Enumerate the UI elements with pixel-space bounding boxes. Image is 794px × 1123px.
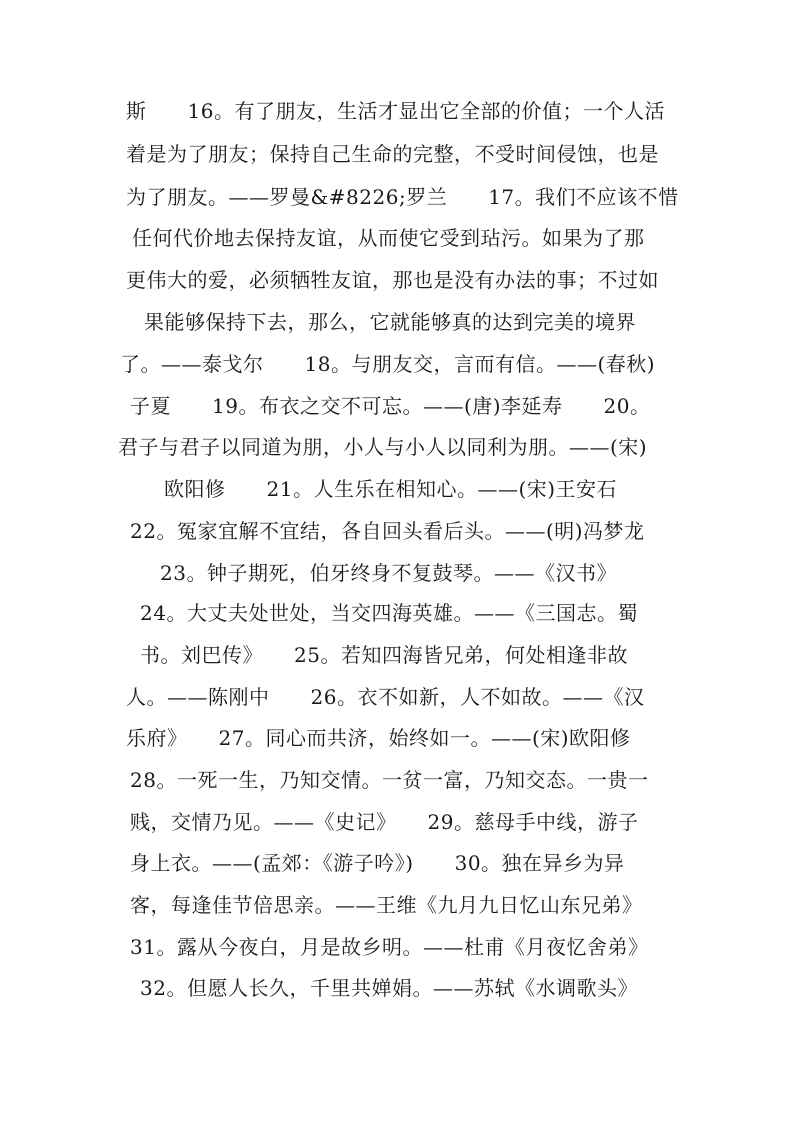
text-line: 着是为了朋友；保持自己生命的完整，不受时间侵蚀，也是	[126, 142, 659, 166]
text-line: 31。露从今夜白，月是故乡明。——杜甫《月夜忆舍弟》	[130, 935, 649, 959]
text-line: 斯 16。有了朋友，生活才显出它全部的价值；一个人活	[126, 99, 665, 123]
text-line: 人。——陈刚中 26。衣不如新，人不如故。——《汉	[126, 685, 645, 709]
text-line: 书。刘巴传》 25。若知四海皆兄弟，何处相逢非故	[140, 643, 628, 667]
text-line: 任何代价地去保持友谊，从而使它受到玷污。如果为了那	[132, 226, 645, 250]
text-line: 乐府》 27。同心而共济，始终如一。——(宋)欧阳修	[126, 726, 631, 750]
text-line: 22。冤家宜解不宜结，各自回头看后头。——(明)冯梦龙	[130, 519, 645, 543]
text-line: 子夏 19。布衣之交不可忘。——(唐)李延寿 20。	[130, 394, 651, 418]
text-line: 了。——泰戈尔 18。与朋友交，言而有信。——(春秋)	[120, 352, 656, 376]
text-line: 32。但愿人长久，千里共婵娟。——苏轼《水调歌头》	[140, 976, 638, 1000]
text-line: 身上衣。——(孟郊：《游子吟》) 30。独在异乡为异	[130, 851, 625, 875]
text-line: 更伟大的爱，必须牺牲友谊，那也是没有办法的事；不过如	[126, 268, 659, 292]
text-line: 23。钟子期死，伯牙终身不复鼓琴。——《汉书》	[160, 561, 617, 585]
text-line: 贱，交情乃见。——《史记》 29。慈母手中线，游子	[130, 810, 639, 834]
text-line: 为了朋友。——罗曼&#8226;罗兰 17。我们不应该不惜	[126, 185, 679, 209]
text-line: 果能够保持下去，那么，它就能够真的达到完美的境界	[144, 310, 636, 334]
text-line: 客，每逢佳节倍思亲。——王维《九月九日忆山东兄弟》	[130, 893, 643, 917]
text-line: 28。一死一生，乃知交情。一贫一富，乃知交态。一贵一	[130, 768, 649, 792]
text-line: 24。大丈夫处世处，当交四海英雄。——《三国志。蜀	[140, 601, 638, 625]
text-line: 欧阳修 21。人生乐在相知心。——(宋)王安石	[164, 477, 618, 501]
text-line: 君子与君子以同道为朋，小人与小人以同利为朋。——(宋)	[118, 435, 648, 459]
